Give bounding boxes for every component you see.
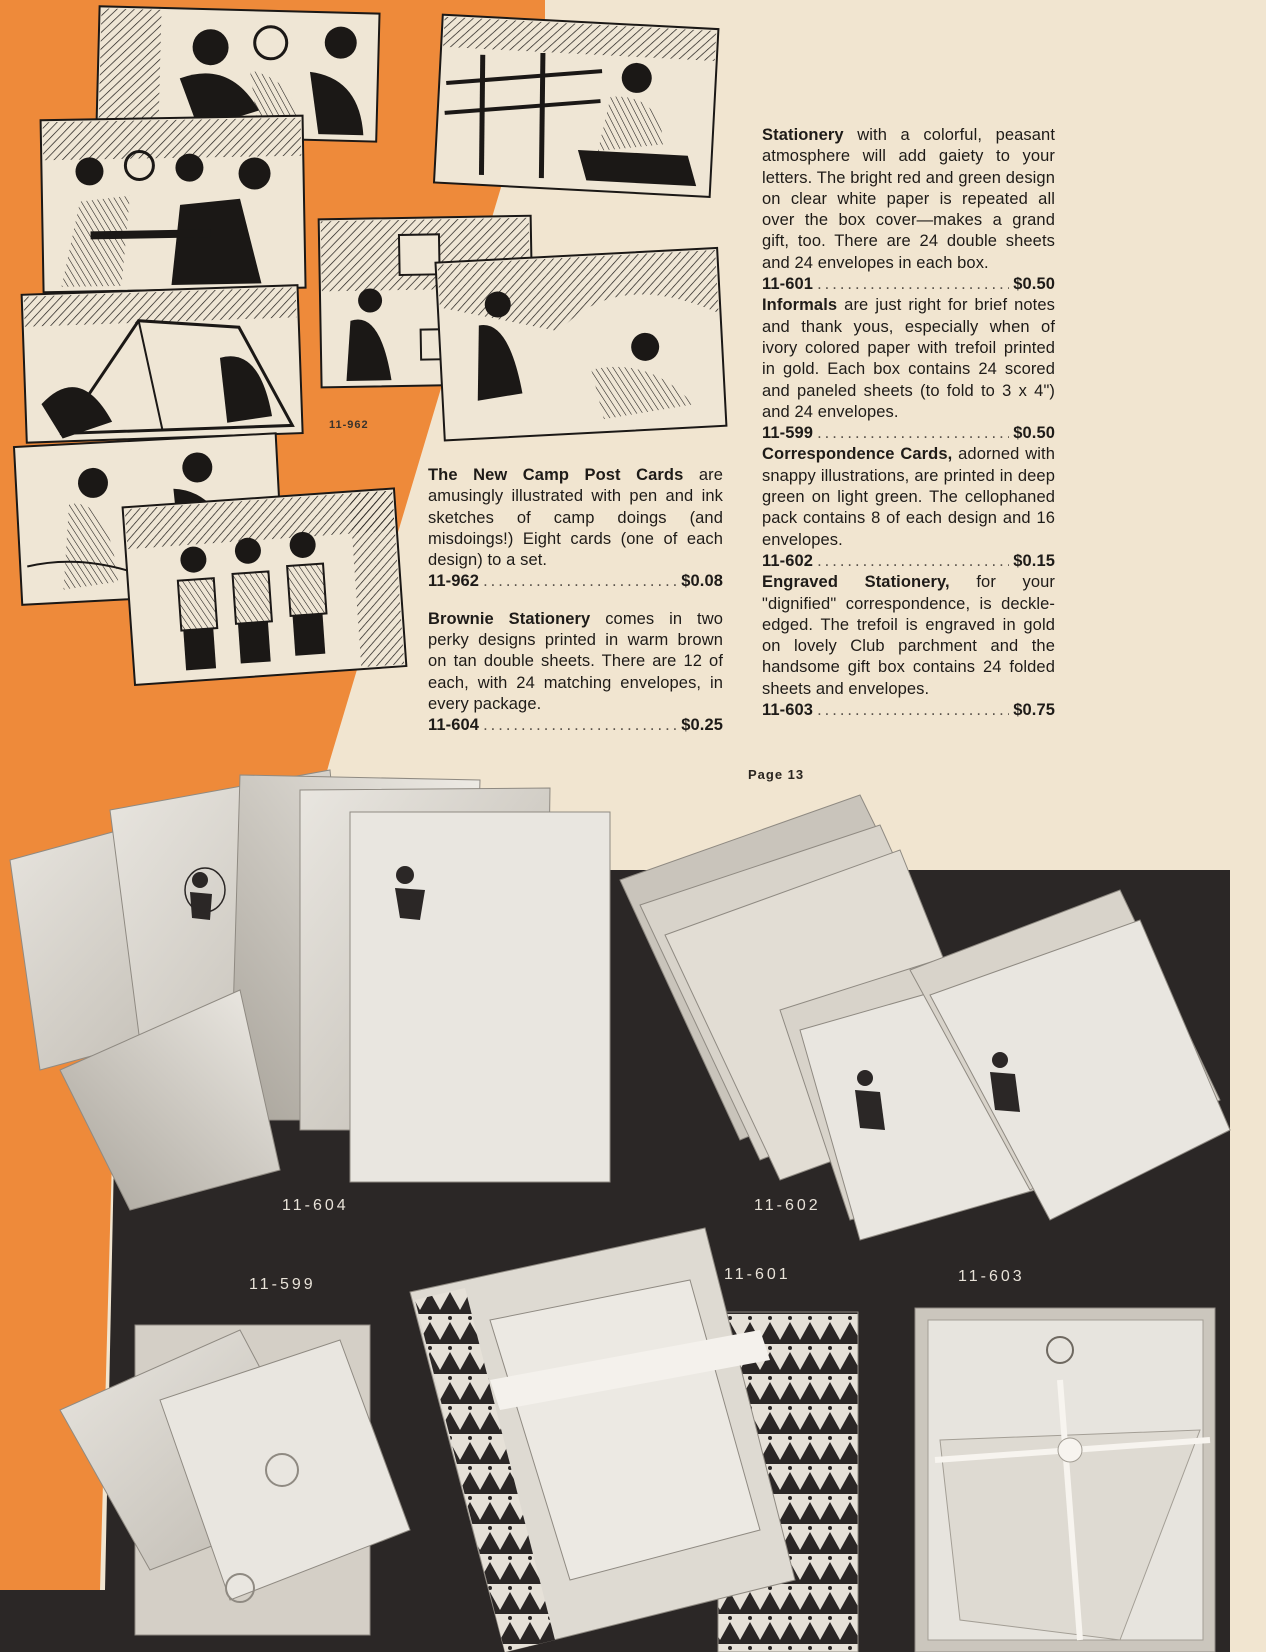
correspondence-photo-label: 11-602: [754, 1197, 821, 1214]
right-text-column: [762, 125, 1055, 721]
left-text-column: [428, 465, 723, 737]
informals-description: [762, 295, 1055, 423]
brownie-photo-label: 11-604: [282, 1197, 349, 1214]
correspondence-code: 11-602: [762, 551, 814, 570]
stationery-description: [762, 125, 1055, 274]
informals-photo-label: 11-599: [249, 1276, 316, 1293]
stationery-code: 11-601: [762, 275, 814, 294]
camp-postcards-description: [428, 465, 723, 571]
photo-engraved-stationery-box: [915, 1308, 1215, 1652]
postcard-hikers: [123, 488, 407, 685]
postcard-dinner: [41, 116, 306, 293]
stationery-photo-label: 11-601: [724, 1266, 791, 1283]
stationery-priceline: [762, 274, 1055, 295]
correspondence-body: adorned with snappy illustrations, are printed in deep green on light green. The cellophaned pack contains 8 of each design and 16 envelopes.: [762, 445, 1055, 549]
correspondence-description: [762, 444, 1055, 550]
camp-postcards-title: The New Camp Post Cards: [428, 466, 684, 484]
brownie-price: $0.25: [681, 716, 723, 735]
correspondence-priceline: [762, 551, 1055, 572]
informals-priceline: [762, 423, 1055, 444]
stationery-title: Stationery: [762, 126, 844, 144]
engraved-title: Engraved Stationery,: [762, 573, 950, 592]
postcard-fence: [434, 15, 718, 197]
photo-peasant-stationery-box: [410, 1228, 858, 1652]
brownie-title: Brownie Stationery: [428, 609, 591, 628]
stationery-price: $0.50: [1013, 275, 1055, 294]
camp-postcards-code: 11-962: [428, 572, 480, 591]
camp-postcards-priceline: [428, 571, 723, 592]
brownie-body: comes in two perky designs printed in warm brown on tan double sheets. There are 12 of each, with 24 matching envelopes, in every package.: [428, 609, 723, 713]
informals-price: $0.50: [1013, 424, 1055, 443]
camp-postcards-price: $0.08: [681, 572, 723, 591]
photo-brownie-stationery: [10, 770, 610, 1210]
engraved-body: for your "dignified" correspondence, is deckle-edged. The trefoil is engraved in gold on lovely Club parchment and the handsome gift box contains 24 folded sheets and envelopes.: [762, 573, 1056, 698]
page-number: Page 13: [748, 767, 805, 782]
engraved-code: 11-603: [762, 701, 814, 720]
informals-title: Informals: [762, 296, 838, 315]
informals-body: are just right for brief notes and thank yous, especially when of ivory colored paper with trefoil printed in gold. Each box contains 24 scored and paneled sheets (to fold to 3 x 4") and 24 envelopes.: [762, 296, 1055, 421]
postcard-tent: [22, 285, 303, 443]
product-photos: [0, 740, 1266, 1652]
engraved-photo-label: 11-603: [958, 1268, 1025, 1285]
postcard-code-label: 11-962: [329, 419, 369, 431]
camp-postcards-body: are amusingly illustrated with pen and ink sketches of camp doings (and misdoings!) Eight cards (one of each design) to a set.: [428, 466, 724, 570]
brownie-priceline: [428, 715, 723, 736]
photo-informals-box: [60, 1325, 410, 1635]
engraved-price: $0.75: [1013, 701, 1055, 720]
engraved-description: [762, 572, 1055, 700]
brownie-code: 11-604: [428, 716, 480, 735]
stationery-body: with a colorful, peasant atmosphere will add gaiety to your letters. The bright red and green design on clear white paper is repeated all over the box cover—makes a grand gift, too. There are 24 double sheets and 24 envelopes in each box.: [762, 126, 1056, 272]
photo-correspondence-cards: [620, 795, 1230, 1240]
correspondence-title: Correspondence Cards,: [762, 445, 953, 464]
engraved-priceline: [762, 700, 1055, 721]
correspondence-price: $0.15: [1013, 551, 1055, 570]
brownie-description: [428, 609, 723, 715]
postcard-laundry: [435, 248, 726, 441]
informals-code: 11-599: [762, 424, 814, 443]
